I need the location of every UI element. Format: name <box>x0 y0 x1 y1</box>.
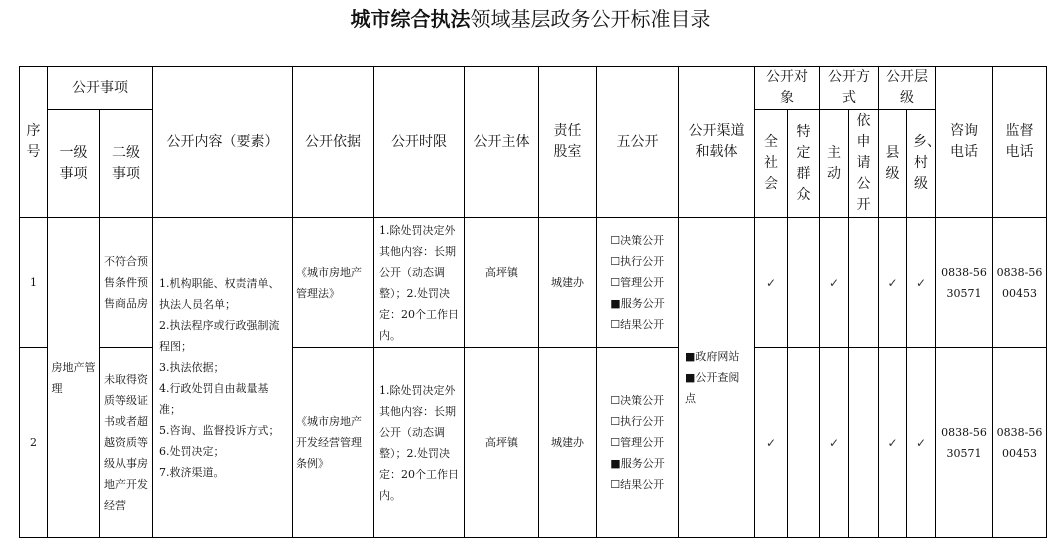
row-supervise: 0838-5600453 <box>993 218 1047 348</box>
row-consult: 0838-5630571 <box>936 348 993 538</box>
check-icon: ✓ <box>907 348 936 538</box>
header-method-active: 主动 <box>820 110 849 218</box>
header-supervise: 监督电话 <box>993 67 1047 218</box>
header-channel: 公开渠道和载体 <box>679 67 755 218</box>
title-rest: 领域基层政务公开标准目录 <box>470 7 711 31</box>
check-icon: ✓ <box>820 218 849 348</box>
empty-cell <box>849 218 879 348</box>
content-item: 7.救济渠道。 <box>159 465 225 479</box>
header-office: 责任股室 <box>539 67 597 218</box>
check-icon: ✓ <box>755 218 788 348</box>
header-level: 公开层级 <box>879 67 936 110</box>
content-item: 1.机构职能、权责清单、执法人员名单； <box>159 276 280 311</box>
header-matter: 公开事项 <box>48 67 153 110</box>
title-bold: 城市综合执法 <box>350 7 471 31</box>
content-item: 3.执法依据； <box>159 360 225 374</box>
row-channel <box>679 218 755 538</box>
five-item: ☐结果公开 <box>610 478 665 491</box>
check-icon: ✓ <box>879 348 907 538</box>
header-consult: 咨询电话 <box>936 67 993 218</box>
catalog-table <box>19 66 1047 538</box>
five-item: ☐执行公开 <box>610 255 665 268</box>
header-level-town: 乡、村级 <box>907 110 936 218</box>
check-icon: ✓ <box>820 348 849 538</box>
header-target: 公开对象 <box>755 67 820 110</box>
row-level1: 房地产管理 <box>48 218 100 538</box>
five-item: ☐决策公开 <box>610 394 665 407</box>
row-supervise: 0838-5600453 <box>993 348 1047 538</box>
row-seq: 1 <box>20 218 48 348</box>
row-office: 城建办 <box>539 348 597 538</box>
header-level-county: 县级 <box>879 110 907 218</box>
channel-item: ■公开查阅点 <box>685 371 740 405</box>
empty-cell <box>788 218 820 348</box>
header-subject: 公开主体 <box>465 67 539 218</box>
row-subject: 高坪镇 <box>465 348 539 538</box>
header-level1: 一级事项 <box>48 110 100 218</box>
header-target-special: 特定群众 <box>788 110 820 218</box>
empty-cell <box>849 348 879 538</box>
row-subject: 高坪镇 <box>465 218 539 348</box>
row-level2: 不符合预售条件预售商品房 <box>100 218 153 348</box>
five-item: ☐执行公开 <box>610 415 665 428</box>
row-basis: 《城市房地产管理法》 <box>293 218 374 348</box>
header-method-apply: 依申请公开 <box>849 110 879 218</box>
five-item: ☐管理公开 <box>610 436 665 449</box>
row-office: 城建办 <box>539 218 597 348</box>
row-five <box>597 348 679 538</box>
row-basis: 《城市房地产开发经营管理条例》 <box>293 348 374 538</box>
channel-item: ■政府网站 <box>685 350 740 363</box>
five-item: ■服务公开 <box>610 297 665 310</box>
content-item: 6.处罚决定； <box>159 444 225 458</box>
header-method: 公开方式 <box>820 67 879 110</box>
five-item: ■服务公开 <box>610 457 665 470</box>
check-icon: ✓ <box>907 218 936 348</box>
header-five: 五公开 <box>597 67 679 218</box>
row-timelimit: 1.除处罚决定外其他内容：长期公开（动态调整）；2.处罚决定：20个工作日内。 <box>374 218 465 348</box>
five-item: ☐决策公开 <box>610 234 665 247</box>
row-seq: 2 <box>20 348 48 538</box>
check-icon: ✓ <box>755 348 788 538</box>
row-timelimit: 1.除处罚决定外其他内容：长期公开（动态调整）；2.处罚决定：20个工作日内。 <box>374 348 465 538</box>
row-five <box>597 218 679 348</box>
header-seq: 序号 <box>20 67 48 218</box>
five-item: ☐结果公开 <box>610 318 665 331</box>
content-item: 2.执法程序或行政强制流程图； <box>159 318 280 353</box>
table-row <box>20 218 1047 348</box>
check-icon: ✓ <box>879 218 907 348</box>
content-item: 5.咨询、监督投诉方式； <box>159 423 280 437</box>
header-content: 公开内容（要素） <box>153 67 293 218</box>
header-timelimit: 公开时限 <box>374 67 465 218</box>
five-item: ☐管理公开 <box>610 276 665 289</box>
content-item: 4.行政处罚自由裁量基准； <box>159 381 269 416</box>
header-basis: 公开依据 <box>293 67 374 218</box>
header-level2: 二级事项 <box>100 110 153 218</box>
page-title <box>0 4 1061 34</box>
header-target-all: 全社会 <box>755 110 788 218</box>
row-consult: 0838-5630571 <box>936 218 993 348</box>
row-level2: 未取得资质等级证书或者超越资质等级从事房地产开发经营 <box>100 348 153 538</box>
row-content <box>153 218 293 538</box>
empty-cell <box>788 348 820 538</box>
